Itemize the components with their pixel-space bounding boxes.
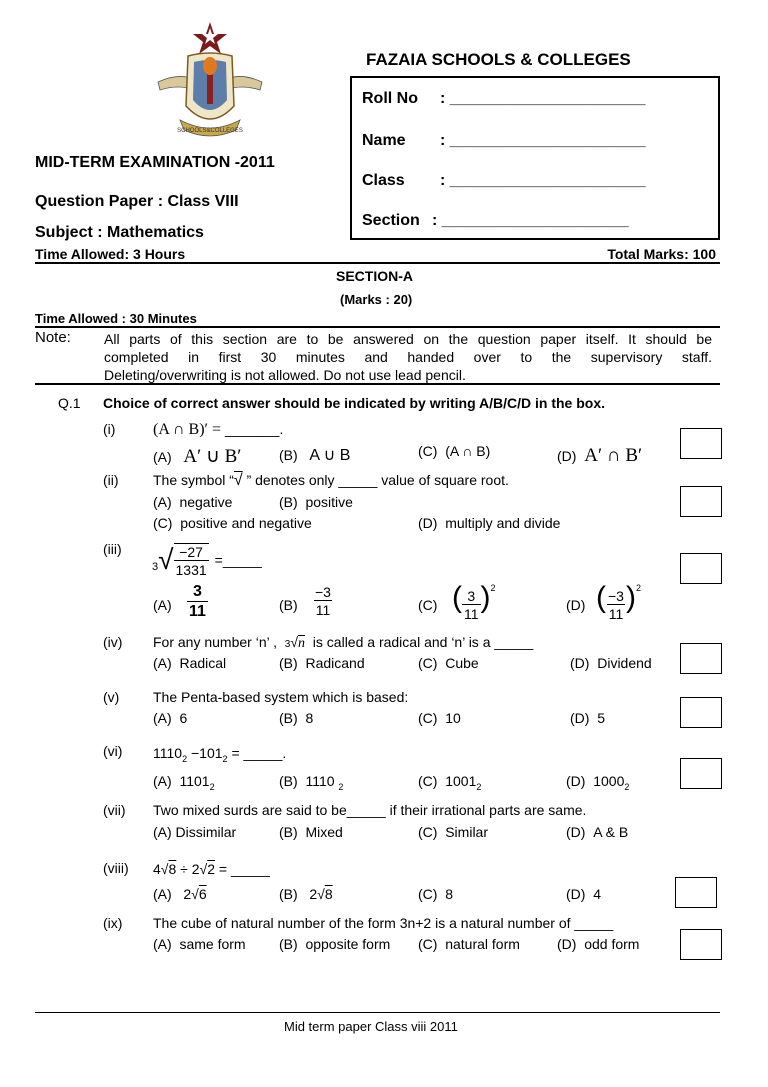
option-a: (A) Dissimilar: [153, 824, 237, 840]
paper-class: Question Paper : Class VIII: [35, 193, 239, 210]
item-stem: For any number ‘n’ , 3√n is called a radical and ‘n’ is a _____: [153, 634, 534, 651]
svg-text:SCHOOLS&COLLEGES: SCHOOLS&COLLEGES: [177, 128, 243, 134]
section-title: SECTION-A: [336, 268, 413, 284]
option-a: (A) negative: [153, 494, 233, 510]
option-a: (A) 6: [153, 710, 188, 726]
subject: Subject : Mathematics: [35, 224, 204, 241]
school-name: FAZAIA SCHOOLS & COLLEGES: [366, 50, 631, 69]
roll-no-field[interactable]: Roll No : ______________________: [362, 90, 646, 107]
option-c-label: (C): [418, 597, 438, 613]
option-c: (C) $1001_2$: [418, 773, 482, 792]
option-d-label: (D): [566, 597, 586, 613]
question-number: Q.1: [58, 395, 81, 411]
option-c: (C) positive and negative: [153, 515, 312, 531]
exam-title: MID-TERM EXAMINATION -2011: [35, 154, 275, 171]
class-label: Class: [362, 172, 405, 189]
answer-box[interactable]: [680, 553, 722, 584]
option-c: (C) natural form: [418, 936, 520, 952]
item-number: (viii): [103, 860, 129, 876]
option-b: (B) positive: [279, 494, 353, 510]
note-line: All parts of this section are to be answered on the question paper itself. It should be: [104, 331, 712, 347]
option-b: $\frac{-3}{11}$: [315, 584, 331, 618]
item-number: (v): [103, 689, 120, 705]
time-allowed: Time Allowed: 3 Hours: [35, 246, 186, 262]
note-line: completed in first 30 minutes and handed over to the supervisory staff.: [104, 349, 712, 365]
section-time: Time Allowed : 30 Minutes: [35, 311, 197, 326]
footer-text: Mid term paper Class viii 2011: [284, 1019, 458, 1034]
option-b: (B) 2√8: [279, 886, 333, 902]
item-stem: (A ∩ B)′ = _______.: [153, 421, 284, 438]
item-number: (ii): [103, 472, 119, 488]
question-instruction: Choice of correct answer should be indicated by writing A/B/C/D in the box.: [103, 395, 605, 411]
item-stem: 3 √ $\frac{-27}{1331}$ =_____: [152, 544, 262, 578]
option-a: (A) Radical: [153, 655, 227, 671]
answer-box[interactable]: [675, 877, 717, 908]
option-a-label: (A): [153, 597, 172, 613]
class-field[interactable]: Class : ______________________: [362, 172, 646, 189]
name-label: Name: [362, 132, 406, 149]
divider: [35, 383, 720, 385]
option-c: (C) 8: [418, 886, 454, 902]
option-b: (B) Mixed: [279, 824, 343, 840]
item-stem: The Penta-based system which is based:: [153, 689, 409, 705]
school-logo: [150, 20, 270, 148]
item-number: (vi): [103, 743, 123, 759]
option-b-label: (B): [279, 597, 298, 613]
option-d: (D) odd form: [557, 936, 640, 952]
option-d: (D) multiply and divide: [418, 515, 561, 531]
option-d: (D) 5: [570, 710, 606, 726]
option-b: (B) opposite form: [279, 936, 391, 952]
item-number: (iii): [103, 541, 122, 557]
divider: [35, 262, 720, 264]
option-c: (C) (A ∩ B): [418, 443, 491, 459]
item-stem: 4√8 ÷ 2√2 = _____: [153, 861, 270, 877]
item-number: (iv): [103, 634, 123, 650]
option-d: (D) A′ ∩ B′: [557, 445, 643, 466]
option-a: (A) $1101_2$: [153, 773, 215, 792]
answer-box[interactable]: [680, 486, 722, 517]
note-line: Deleting/overwriting is not allowed. Do not use lead pencil.: [104, 367, 466, 383]
option-a: (A) 2√6: [153, 886, 207, 902]
option-d: (D) 4: [566, 886, 602, 902]
item-stem: The symbol “√ ” denotes only _____ value of square root.: [153, 472, 509, 489]
option-c: (C) Similar: [418, 824, 488, 840]
item-stem: $1110_2 -101_2$ = _____.: [153, 745, 287, 764]
section-label: Section: [362, 212, 420, 229]
option-b: (B) 1110 $_2$: [279, 773, 344, 792]
answer-box[interactable]: [680, 643, 722, 674]
option-d: ( $\frac{-3}{11}$ ) 2: [596, 581, 641, 622]
item-number: (i): [103, 421, 116, 437]
roll-no-label: Roll No: [362, 90, 418, 107]
divider: [35, 326, 720, 328]
item-stem: The cube of natural number of the form 3n+2 is a natural number of _____: [153, 915, 614, 931]
option-b: (B) Radicand: [279, 655, 365, 671]
item-number: (ix): [103, 915, 123, 931]
total-marks: Total Marks: 100: [607, 246, 716, 262]
option-a: (A) same form: [153, 936, 246, 952]
option-d: (D) $1000_2$: [566, 773, 630, 792]
footer-divider: [35, 1012, 720, 1013]
option-c: (C) Cube: [418, 655, 479, 671]
section-marks: (Marks : 20): [340, 292, 413, 307]
answer-box[interactable]: [680, 428, 722, 459]
answer-box[interactable]: [680, 697, 722, 728]
option-c: (C) 10: [418, 710, 461, 726]
option-c: ( $\frac{3}{11}$ ) 2: [452, 581, 496, 622]
note-label: Note:: [35, 329, 71, 346]
option-b: (B) A ∪ B: [279, 447, 351, 464]
option-d: (D) A & B: [566, 824, 629, 840]
option-b: (B) 8: [279, 710, 314, 726]
option-a: (A) A′ ∪ B′: [153, 446, 242, 467]
option-d: (D) Dividend: [570, 655, 652, 671]
answer-box[interactable]: [680, 929, 722, 960]
item-stem: Two mixed surds are said to be_____ if their irrational parts are same.: [153, 802, 587, 818]
name-field[interactable]: Name : ______________________: [362, 132, 646, 149]
answer-box[interactable]: [680, 758, 722, 789]
item-number: (vii): [103, 802, 126, 818]
option-a: $\frac{3}{11}$: [189, 583, 206, 620]
section-field[interactable]: Section : _____________________: [362, 212, 629, 229]
